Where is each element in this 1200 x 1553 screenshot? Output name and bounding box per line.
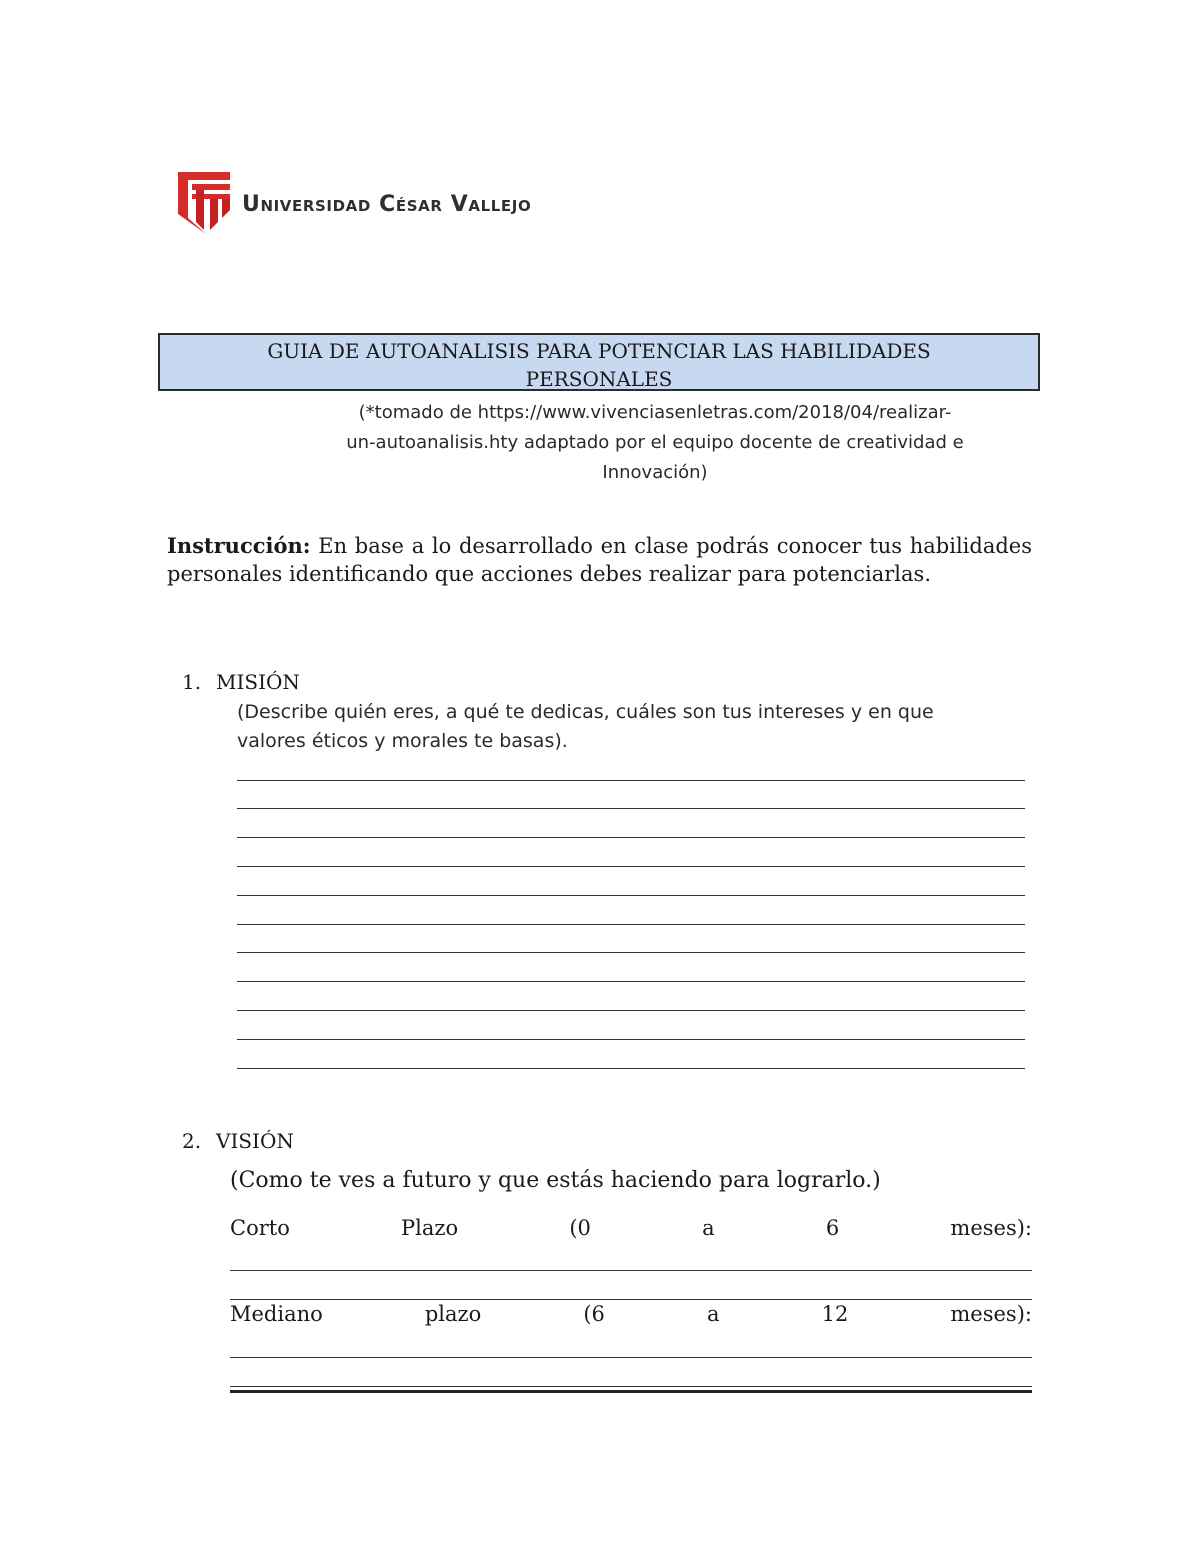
mision-answer-line[interactable]: [237, 1010, 1025, 1011]
short-term-answer-line[interactable]: [230, 1270, 1032, 1271]
short-term-row: [230, 1216, 1032, 1240]
medium-term-word: a: [706, 1302, 720, 1326]
mision-heading: [182, 670, 300, 694]
university-logo: [176, 170, 576, 240]
source-line-3: Innovación): [602, 462, 708, 483]
vision-title: VISIÓN: [216, 1129, 294, 1153]
medium-term-word: (6: [583, 1302, 605, 1326]
short-term-answer-line[interactable]: [230, 1299, 1032, 1300]
medium-term-word: meses):: [950, 1302, 1032, 1326]
mision-answer-line[interactable]: [237, 837, 1025, 838]
mision-answer-line[interactable]: [237, 780, 1025, 781]
medium-term-word: 12: [821, 1302, 849, 1326]
instruction-text: En base a lo desarrollado en clase podrás conocer tus habilidades personales identificando que acciones debes realizar para potenciarlas.: [167, 534, 1032, 586]
medium-term-answer-line[interactable]: [230, 1357, 1032, 1358]
mision-description-line-1: (Describe quién eres, a qué te dedicas, cuáles son tus intereses y en que: [237, 701, 934, 723]
source-line-1: (*tomado de https://www.vivenciasenletras.com/2018/04/realizar-: [358, 402, 952, 423]
short-term-word: a: [702, 1216, 715, 1240]
mision-answer-line[interactable]: [237, 1068, 1025, 1069]
mision-description-line-2: valores éticos y morales te basas).: [237, 730, 568, 752]
mision-answer-line[interactable]: [237, 981, 1025, 982]
university-shield-icon: [176, 170, 232, 236]
mision-answer-line[interactable]: [237, 1039, 1025, 1040]
medium-term-row: [230, 1302, 1032, 1326]
medium-term-word: plazo: [424, 1302, 482, 1326]
short-term-word: (0: [569, 1216, 591, 1240]
mision-answer-line[interactable]: [237, 866, 1025, 867]
mision-answer-line[interactable]: [237, 924, 1025, 925]
mision-answer-line[interactable]: [237, 895, 1025, 896]
medium-term-answer-line[interactable]: [230, 1386, 1032, 1387]
medium-term-answer-line[interactable]: [230, 1390, 1032, 1393]
vision-description: (Como te ves a futuro y que estás haciendo para lograrlo.): [230, 1168, 881, 1193]
document-title: [158, 333, 1040, 391]
short-term-word: Plazo: [401, 1216, 459, 1240]
source-line-2: un-autoanalisis.hty adaptado por el equipo docente de creatividad e: [346, 432, 964, 453]
university-name: Universidad César Vallejo: [242, 192, 532, 217]
mision-title: MISIÓN: [216, 670, 300, 694]
instruction-paragraph: [167, 532, 1032, 588]
title-line-2: PERSONALES: [525, 367, 673, 391]
short-term-word: meses):: [950, 1216, 1032, 1240]
vision-heading: [182, 1129, 294, 1153]
title-line-1: GUIA DE AUTOANALISIS PARA POTENCIAR LAS HABILIDADES: [267, 339, 931, 363]
short-term-word: Corto: [230, 1216, 290, 1240]
source-citation: [270, 398, 1040, 488]
mision-description: [237, 698, 1037, 756]
short-term-word: 6: [825, 1216, 840, 1240]
medium-term-word: Mediano: [230, 1302, 323, 1326]
mision-answer-line[interactable]: [237, 952, 1025, 953]
mision-number: 1.: [182, 670, 202, 694]
mision-answer-line[interactable]: [237, 808, 1025, 809]
instruction-label: Instrucción:: [167, 533, 311, 558]
vision-number: 2.: [182, 1129, 202, 1153]
